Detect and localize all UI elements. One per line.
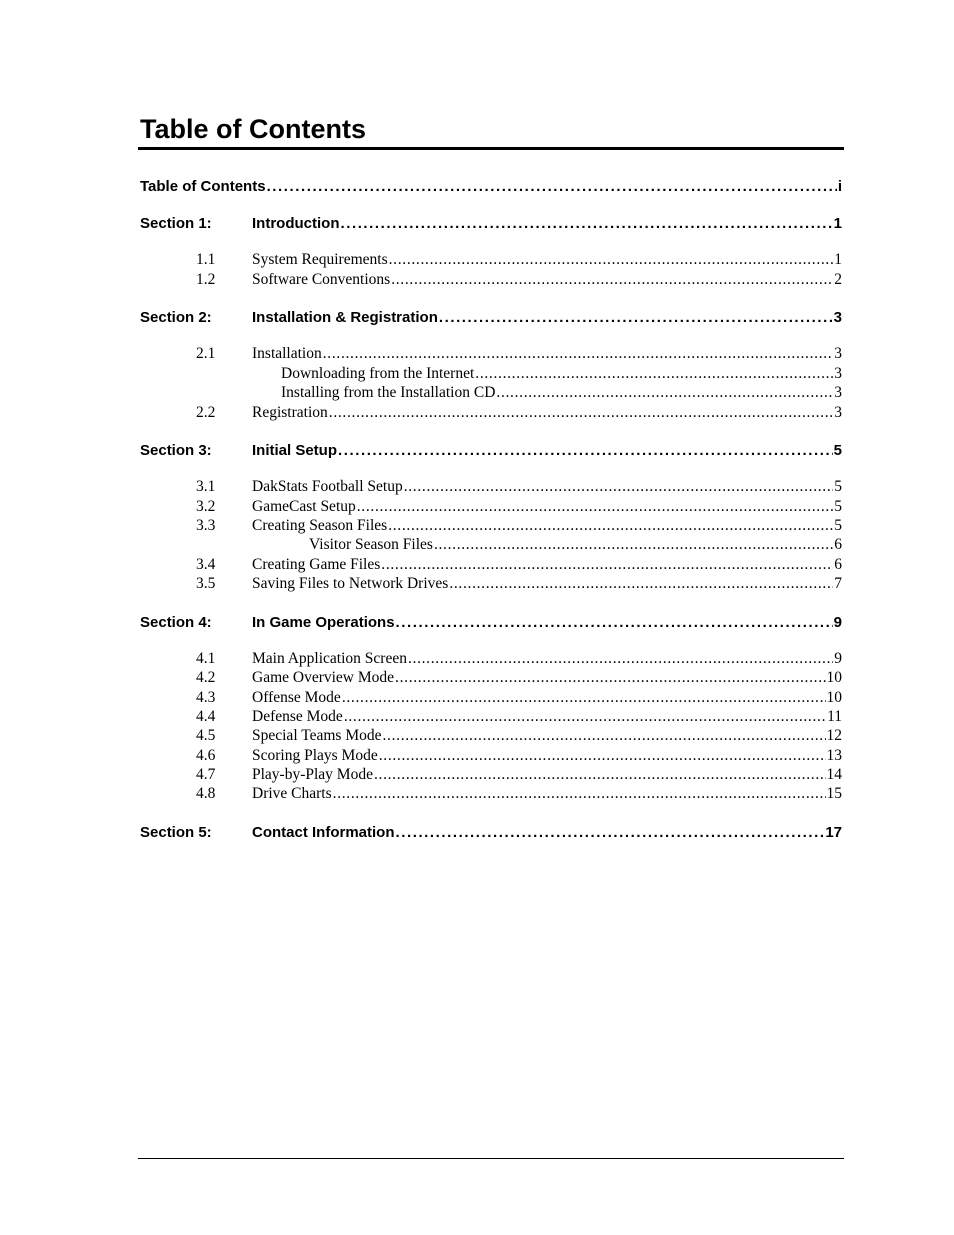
item-page: 9	[834, 650, 842, 667]
toc-link-item[interactable]	[252, 784, 842, 803]
footer-divider	[138, 1158, 844, 1159]
toc-link-item[interactable]	[252, 555, 842, 574]
subitem-title: Downloading from the Internet	[281, 365, 475, 382]
dot-leader	[408, 649, 833, 668]
item-number: 3.2	[196, 498, 216, 515]
section-page: 1	[833, 215, 842, 232]
toc-link-item[interactable]	[252, 688, 842, 707]
subitem-page: 3	[834, 384, 842, 401]
item-number: 4.4	[196, 708, 216, 725]
item-number: 3.4	[196, 556, 216, 573]
toc-link-item[interactable]	[252, 497, 842, 516]
item-page: 10	[826, 669, 842, 686]
item-title: Main Application Screen	[252, 650, 407, 667]
toc-link-item[interactable]	[252, 726, 842, 745]
item-number: 3.1	[196, 478, 216, 495]
dot-leader	[357, 497, 834, 516]
item-title: Special Teams Mode	[252, 727, 382, 744]
item-page: 11	[827, 708, 842, 725]
item-page: 15	[826, 785, 842, 802]
section-title: Introduction	[252, 215, 340, 232]
page-title: Table of Contents	[140, 114, 366, 144]
dot-leader	[388, 516, 833, 535]
item-page: 6	[834, 556, 842, 573]
section-number: Section 2:	[140, 309, 212, 326]
dot-leader	[374, 765, 826, 784]
item-title: Scoring Plays Mode	[252, 747, 378, 764]
item-title: Creating Season Files	[252, 517, 388, 534]
toc-link-table-of-contents[interactable]	[140, 177, 842, 197]
item-page: 3	[834, 404, 842, 421]
item-page: 5	[834, 478, 842, 495]
section-number: Section 5:	[140, 824, 212, 841]
dot-leader	[338, 441, 833, 461]
toc-link-section-5[interactable]	[252, 823, 842, 843]
toc-link-section-4[interactable]	[252, 613, 842, 633]
item-page: 5	[834, 517, 842, 534]
toc-link-section-3[interactable]	[252, 441, 842, 461]
section-title: Contact Information	[252, 824, 395, 841]
toc-link-item[interactable]	[252, 649, 842, 668]
item-number: 4.7	[196, 766, 216, 783]
dot-leader	[267, 177, 837, 197]
item-title: Defense Mode	[252, 708, 343, 725]
item-number: 3.3	[196, 517, 216, 534]
section-title: Initial Setup	[252, 442, 338, 459]
item-number: 3.5	[196, 575, 216, 592]
dot-leader	[391, 270, 833, 289]
item-number: 2.2	[196, 404, 216, 421]
dot-leader	[344, 707, 826, 726]
section-page: 3	[833, 309, 842, 326]
toc-link-item[interactable]	[252, 344, 842, 363]
toc-link-item[interactable]	[252, 516, 842, 535]
section-number: Section 4:	[140, 614, 212, 631]
toc-link-section-2[interactable]	[252, 308, 842, 328]
item-page: 7	[834, 575, 842, 592]
dot-leader	[396, 613, 833, 633]
item-page: 10	[826, 689, 842, 706]
section-title: In Game Operations	[252, 614, 395, 631]
item-page: 14	[826, 766, 842, 783]
dot-leader	[381, 555, 833, 574]
item-number: 2.1	[196, 345, 216, 362]
section-number: Section 3:	[140, 442, 212, 459]
toc-link-item[interactable]	[252, 574, 842, 593]
dot-leader	[434, 535, 833, 554]
subitem-title: Installing from the Installation CD	[281, 384, 496, 401]
dot-leader	[342, 688, 826, 707]
dot-leader	[333, 784, 826, 803]
item-number: 4.3	[196, 689, 216, 706]
item-page: 2	[834, 271, 842, 288]
item-title: Registration	[252, 404, 328, 421]
section-page: 5	[833, 442, 842, 459]
dot-leader	[340, 214, 832, 234]
item-title: System Requirements	[252, 251, 388, 268]
toc-link-item[interactable]	[252, 746, 842, 765]
item-page: 1	[834, 251, 842, 268]
section-page: 9	[833, 614, 842, 631]
item-title: Software Conventions	[252, 271, 391, 288]
toc-link-subitem[interactable]	[281, 364, 842, 383]
toc-link-item[interactable]	[252, 270, 842, 289]
dot-leader	[449, 574, 833, 593]
dot-leader	[475, 364, 833, 383]
item-title: Offense Mode	[252, 689, 341, 706]
dot-leader	[389, 250, 834, 269]
item-title: Saving Files to Network Drives	[252, 575, 449, 592]
subitem-page: 3	[834, 365, 842, 382]
toc-link-item[interactable]	[252, 707, 842, 726]
dot-leader	[379, 746, 826, 765]
dot-leader	[396, 823, 825, 843]
dot-leader	[329, 403, 833, 422]
item-number: 4.6	[196, 747, 216, 764]
section-title: Installation & Registration	[252, 309, 438, 326]
item-number: 4.5	[196, 727, 216, 744]
toc-link-section-1[interactable]	[252, 214, 842, 234]
item-number: 1.1	[196, 251, 216, 268]
item-page: 13	[826, 747, 842, 764]
item-title: Game Overview Mode	[252, 669, 395, 686]
item-title: Drive Charts	[252, 785, 332, 802]
toc-link-item[interactable]	[252, 250, 842, 269]
section-number: Section 1:	[140, 215, 212, 232]
toc-link-item[interactable]	[252, 403, 842, 422]
item-number: 4.8	[196, 785, 216, 802]
item-title: DakStats Football Setup	[252, 478, 403, 495]
toc-link-subitem[interactable]	[281, 383, 842, 402]
toc-link-item[interactable]	[252, 477, 842, 496]
item-title: GameCast Setup	[252, 498, 356, 515]
item-number: 4.2	[196, 669, 216, 686]
subitem-page: 6	[834, 536, 842, 553]
subitem-title: Visitor Season Files	[309, 536, 433, 553]
section-page: 17	[825, 824, 842, 841]
item-title: Installation	[252, 345, 322, 362]
toc-entry-page: i	[837, 178, 842, 195]
dot-leader	[395, 668, 825, 687]
dot-leader	[439, 308, 833, 328]
toc-link-item[interactable]	[252, 765, 842, 784]
dot-leader	[496, 383, 833, 402]
item-number: 4.1	[196, 650, 216, 667]
item-page: 5	[834, 498, 842, 515]
item-title: Play-by-Play Mode	[252, 766, 373, 783]
dot-leader	[323, 344, 834, 363]
item-number: 1.2	[196, 271, 216, 288]
item-page: 12	[826, 727, 842, 744]
dot-leader	[404, 477, 834, 496]
toc-link-subitem[interactable]	[309, 535, 842, 554]
item-page: 3	[834, 345, 842, 362]
toc-entry-label: Table of Contents	[140, 178, 266, 195]
dot-leader	[383, 726, 826, 745]
toc-link-item[interactable]	[252, 668, 842, 687]
item-title: Creating Game Files	[252, 556, 381, 573]
